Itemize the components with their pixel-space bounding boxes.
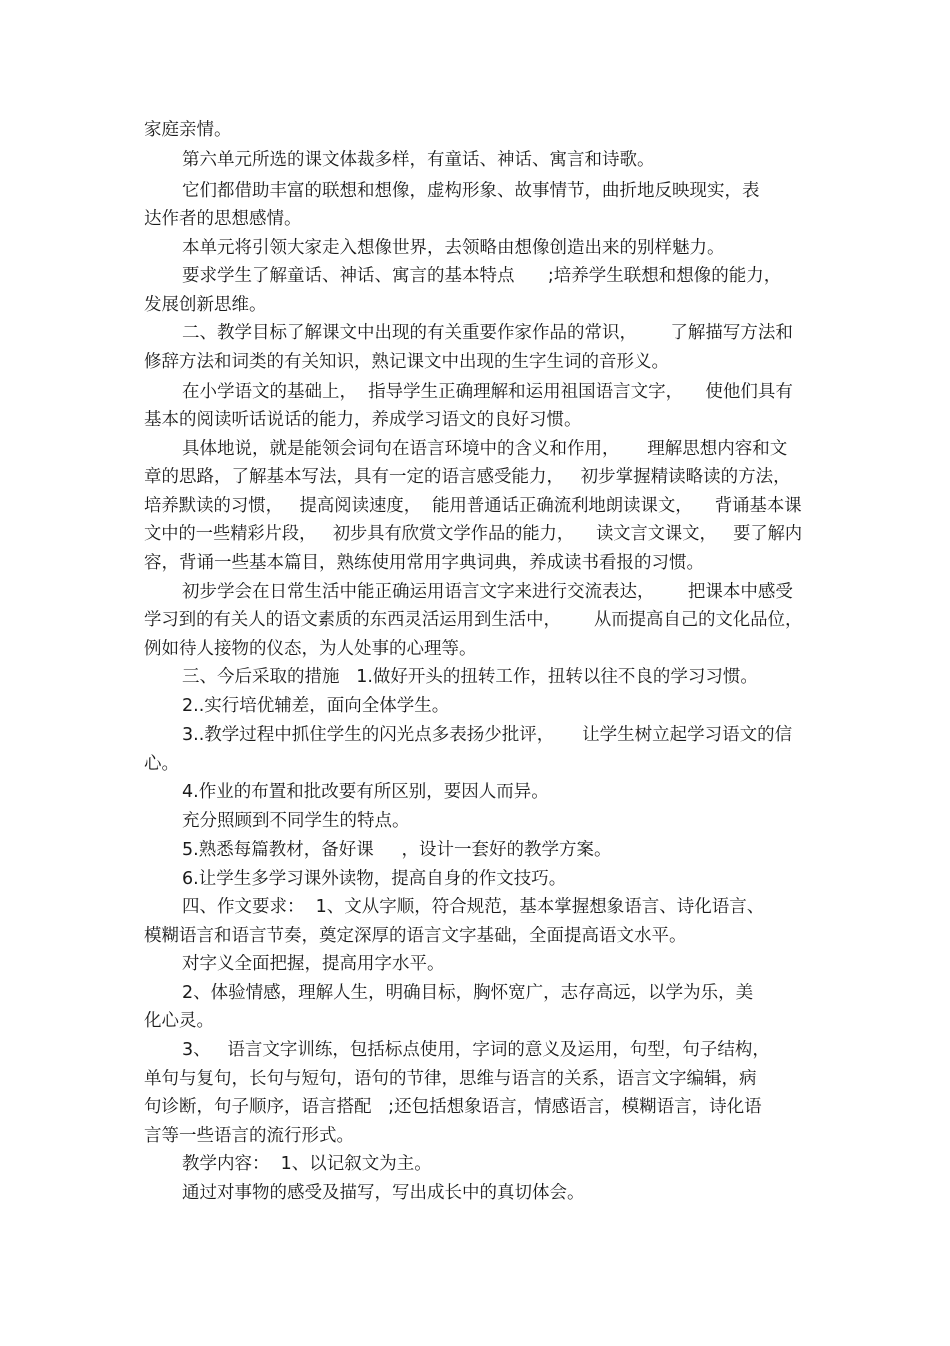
text-line: 三、今后采取的措施 1.做好开头的扭转工作，扭转以往不良的学习习惯。 [182, 667, 758, 687]
text-line: 基本的阅读听话说话的能力，养成学习语文的良好习惯。 [144, 410, 582, 430]
text-line: 6.让学生多学习课外读物，提高自身的作文技巧。 [182, 869, 567, 889]
text-line: 容，背诵一些基本篇目，熟练使用常用字典词典，养成读书看报的习惯。 [144, 553, 704, 573]
text-line: 二、教学目标了解课文中出现的有关重要作家作品的常识， 了解描写方法和 [182, 323, 793, 343]
text-line: 单句与复句，长句与短句，语句的节律，思维与语言的关系，语言文字编辑，病 [144, 1069, 757, 1089]
text-line: 达作者的思想感情。 [144, 209, 302, 229]
text-line: 5.熟悉每篇教材，备好课 ，设计一套好的教学方案。 [182, 840, 612, 860]
text-line: 初步学会在日常生活中能正确运用语言文字来进行交流表达， 把课本中感受 [182, 582, 793, 602]
text-line: 例如待人接物的仪态，为人处事的心理等。 [144, 639, 477, 659]
text-line: 在小学语文的基础上， 指导学生正确理解和运用祖国语言文字， 使他们具有 [182, 382, 793, 402]
text-line: 言等一些语言的流行形式。 [144, 1126, 354, 1146]
text-line: 修辞方法和词类的有关知识，熟记课文中出现的生字生词的音形义。 [144, 352, 669, 372]
text-line: 发展创新思维。 [144, 295, 267, 315]
text-line: 教学内容： 1、以记叙文为主。 [182, 1154, 432, 1174]
text-line: 四、作文要求： 1、文从字顺，符合规范，基本掌握想象语言、诗化语言、 [182, 897, 765, 917]
text-line: 句诊断，句子顺序，语言搭配 ;还包括想象语言，情感语言，模糊语言，诗化语 [144, 1097, 762, 1117]
text-line: 3、 语言文字训练，包括标点使用，字词的意义及运用，句型，句子结构， [182, 1040, 770, 1060]
text-line: 它们都借助丰富的联想和想像，虚构形象、故事情节，曲折地反映现实，表 [182, 181, 760, 201]
text-line: 2..实行培优辅差，面向全体学生。 [182, 696, 450, 716]
text-line: 章的思路，了解基本写法，具有一定的语言感受能力， 初步掌握精读略读的方法， [144, 467, 791, 487]
text-line: 3..教学过程中抓住学生的闪光点多表扬少批评， 让学生树立起学习语文的信 [182, 725, 793, 745]
text-line: 学习到的有关人的语文素质的东西灵活运用到生活中， 从而提高自己的文化品位， [144, 610, 803, 630]
text-line: 文中的一些精彩片段， 初步具有欣赏文学作品的能力， 读文言文课文， 要了解内 [144, 524, 803, 544]
text-line: 模糊语言和语言节奏，奠定深厚的语言文字基础，全面提高语文水平。 [144, 926, 687, 946]
text-line: 培养默读的习惯， 提高阅读速度， 能用普通话正确流利地朗读课文， 背诵基本课 [144, 496, 802, 516]
text-line: 家庭亲情。 [144, 120, 232, 140]
text-line: 心。 [144, 754, 179, 774]
text-line: 本单元将引领大家走入想像世界，去领略由想像创造出来的别样魅力。 [182, 238, 725, 258]
text-line: 化心灵。 [144, 1011, 214, 1031]
text-line: 充分照顾到不同学生的特点。 [182, 811, 410, 831]
text-line: 4.作业的布置和批改要有所区别，要因人而异。 [182, 782, 549, 802]
text-line: 第六单元所选的课文体裁多样，有童话、神话、寓言和诗歌。 [182, 150, 655, 170]
text-line: 对字义全面把握，提高用字水平。 [182, 954, 445, 974]
text-line: 通过对事物的感受及描写，写出成长中的真切体会。 [182, 1183, 585, 1203]
text-line: 要求学生了解童话、神话、寓言的基本特点 ;培养学生联想和想像的能力， [182, 266, 782, 286]
text-line: 2、体验情感，理解人生，明确目标，胸怀宽广，志存高远，以学为乐，美 [182, 983, 754, 1003]
text-line: 具体地说，就是能领会词句在语言环境中的含义和作用， 理解思想内容和文 [182, 439, 788, 459]
